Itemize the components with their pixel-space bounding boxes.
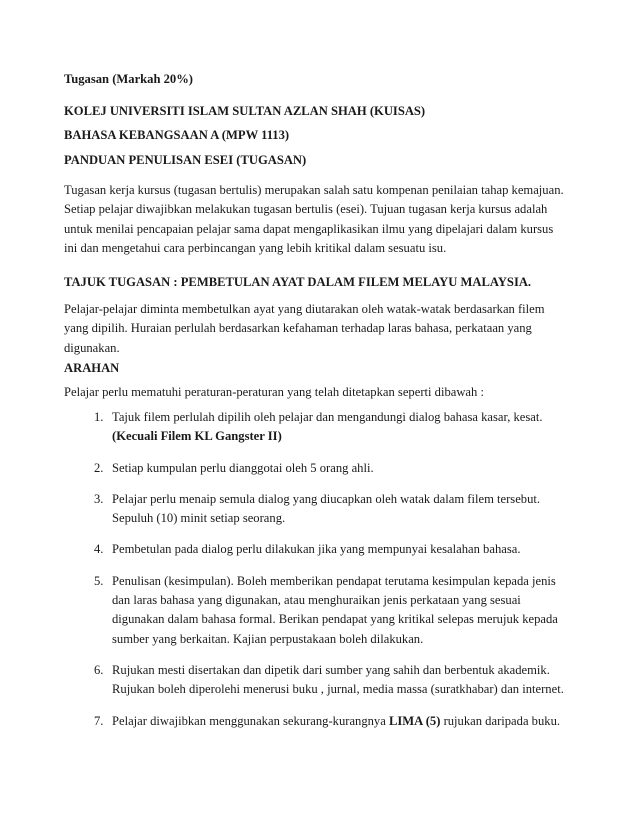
rule-text-end: rujukan daripada buku. (443, 713, 561, 728)
assignment-mark-heading: Tugasan (Markah 20%) (64, 72, 193, 86)
guide-heading: PANDUAN PENULISAN ESEI (TUGASAN) (64, 153, 307, 167)
rule-text: Pembetulan pada dialog perlu dilakukan jika yang mempunyai kesalahan bahasa. (112, 542, 521, 557)
rule-emphasis: LIMA (5) (388, 713, 441, 728)
instructions-heading: ARAHAN (64, 361, 120, 375)
rule-item (64, 661, 574, 700)
rule-item (64, 459, 574, 478)
rule-item (64, 712, 574, 731)
rule-number: 5. (94, 573, 104, 588)
rule-number: 7. (94, 713, 104, 728)
rule-number: 2. (94, 460, 104, 475)
institution-heading: KOLEJ UNIVERSITI ISLAM SULTAN AZLAN SHAH (KUISAS) (64, 104, 426, 118)
rule-text: Rujukan mesti disertakan dan dipetik dari sumber yang sahih dan berbentuk akademik. Rujukan boleh diperolehi menerusi buku , jurnal, media massa (suratkhabar) dan internet. (112, 662, 564, 697)
rule-text: Setiap kumpulan perlu dianggotai oleh 5 orang ahli. (112, 460, 374, 475)
instructions-paragraph: Pelajar perlu mematuhi peraturan-peraturan yang telah ditetapkan seperti dibawah : (64, 385, 484, 399)
rules-list (64, 408, 574, 743)
rule-number: 4. (94, 542, 104, 557)
rule-item (64, 408, 574, 447)
rule-number: 6. (94, 662, 104, 677)
rule-exception: (Kecuali Filem KL Gangster II) (112, 429, 282, 444)
topic-heading: TAJUK TUGASAN : PEMBETULAN AYAT DALAM FILEM MELAYU MALAYSIA. (64, 275, 532, 289)
rule-item (64, 540, 574, 559)
rule-text: Pelajar perlu menaip semula dialog yang diucapkan oleh watak dalam filem tersebut. Sepuluh (10) minit setiap seorang. (112, 491, 541, 526)
rule-item (64, 572, 574, 649)
rule-number: 3. (94, 491, 104, 506)
rule-number: 1. (94, 410, 104, 424)
intro-paragraph: Tugasan kerja kursus (tugasan bertulis) merupakan salah satu kompenan penilaian tahap kemajuan. Setiap pelajar diwajibkan melakukan tugasan bertulis (esei). Tujuan tugasan kerja kursus adalah untuk menilai pencapaian pelajar sama dapat mengaplikasikan ilmu yang dipelajari dalam kursus ini dan mengetahui cara perbincangan yang lebih kritikal dalam sesuatu isu. (64, 183, 564, 255)
rule-text: Tajuk filem perlulah dipilih oleh pelajar dan mengandungi dialog bahasa kasar, kesat. (112, 410, 543, 424)
rule-item (64, 490, 574, 529)
topic-paragraph: Pelajar-pelajar diminta membetulkan ayat yang diutarakan oleh watak-watak berdasarkan filem yang dipilih. Huraian perlulah berdasarkan kefahaman terhadap laras bahasa, perkataan yang digunakan. (64, 302, 545, 355)
course-heading: BAHASA KEBANGSAAN A (MPW 1113) (64, 128, 290, 142)
rule-text: Pelajar diwajibkan menggunakan sekurang-kurangnya (112, 713, 386, 728)
rule-text: Penulisan (kesimpulan). Boleh memberikan pendapat terutama kesimpulan kepada jenis dan laras bahasa yang digunakan, atau menghuraikan jenis perkataan yang sesuai digunakan dalam bahasa formal. Berikan pendapat yang kritikal selepas merujuk kepada sumber yang berkaitan. Kajian perpustakaan boleh dilakukan. (112, 573, 558, 646)
